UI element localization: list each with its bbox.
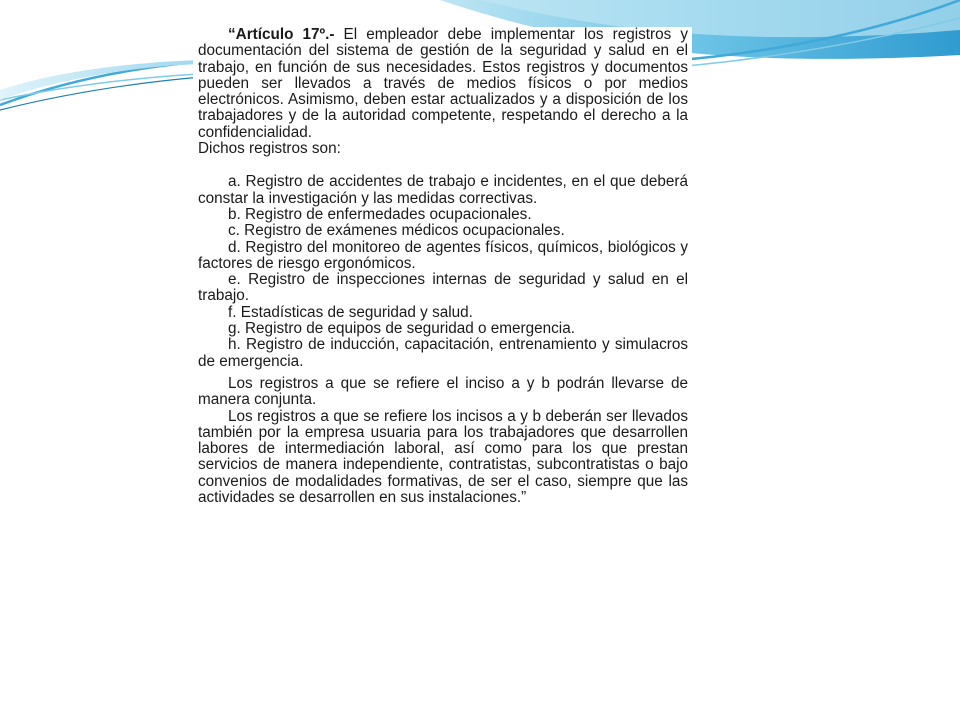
- register-item-f: f. Estadísticas de seguridad y salud.: [228, 303, 473, 321]
- registers-list: [198, 174, 688, 370]
- register-item-d: d. Registro del monitoreo de agentes físicos, químicos, biológicos y factores de riesgo ergonómicos.: [198, 238, 688, 272]
- register-item-b: b. Registro de enfermedades ocupacionales.: [228, 205, 532, 223]
- closing-paragraph-1: Los registros a que se refiere el inciso a y b podrán llevarse de manera conjunta.: [198, 374, 688, 409]
- register-item-c: c. Registro de exámenes médicos ocupacionales.: [228, 222, 565, 240]
- article-intro-paragraph: [198, 27, 688, 141]
- article-intro-text: El empleador debe implementar los registros y documentación del sistema de gestión de la seguridad y salud en el trabajo, en función de sus necesidades. Estos registros y documentos pueden ser llevados a través de medios físicos o por medios electrónicos. Asimismo, deben estar actualizados y a disposición de los trabajadores y de la autoridad competente, respetando el derecho a la confidencialidad.: [198, 27, 688, 141]
- register-item-a: a. Registro de accidentes de trabajo e incidentes, en el que deberá constar la investigación y las medidas correctivas.: [198, 173, 688, 207]
- register-item-e: e. Registro de inspecciones internas de seguridad y salud en el trabajo.: [198, 271, 688, 305]
- article-heading: “Artículo 17º.-: [228, 27, 335, 43]
- registers-lead: Dichos registros son:: [198, 140, 341, 158]
- register-item-h: h. Registro de inducción, capacitación, entrenamiento y simulacros de emergencia.: [198, 336, 688, 370]
- article-17-document: [193, 27, 692, 662]
- register-item-g: g. Registro de equipos de seguridad o emergencia.: [228, 320, 575, 338]
- closing-paragraph-2: Los registros a que se refiere los incisos a y b deberán ser llevados también por la empresa usuaria para los trabajadores que desarrollen labores de intermediación laboral, así como para los que prestan servicios de manera independiente, contratistas, subcontratistas o bajo convenios de modalidades formativas, de ser el caso, siempre que las actividades se desarrollen en sus instalaciones.”: [198, 407, 688, 507]
